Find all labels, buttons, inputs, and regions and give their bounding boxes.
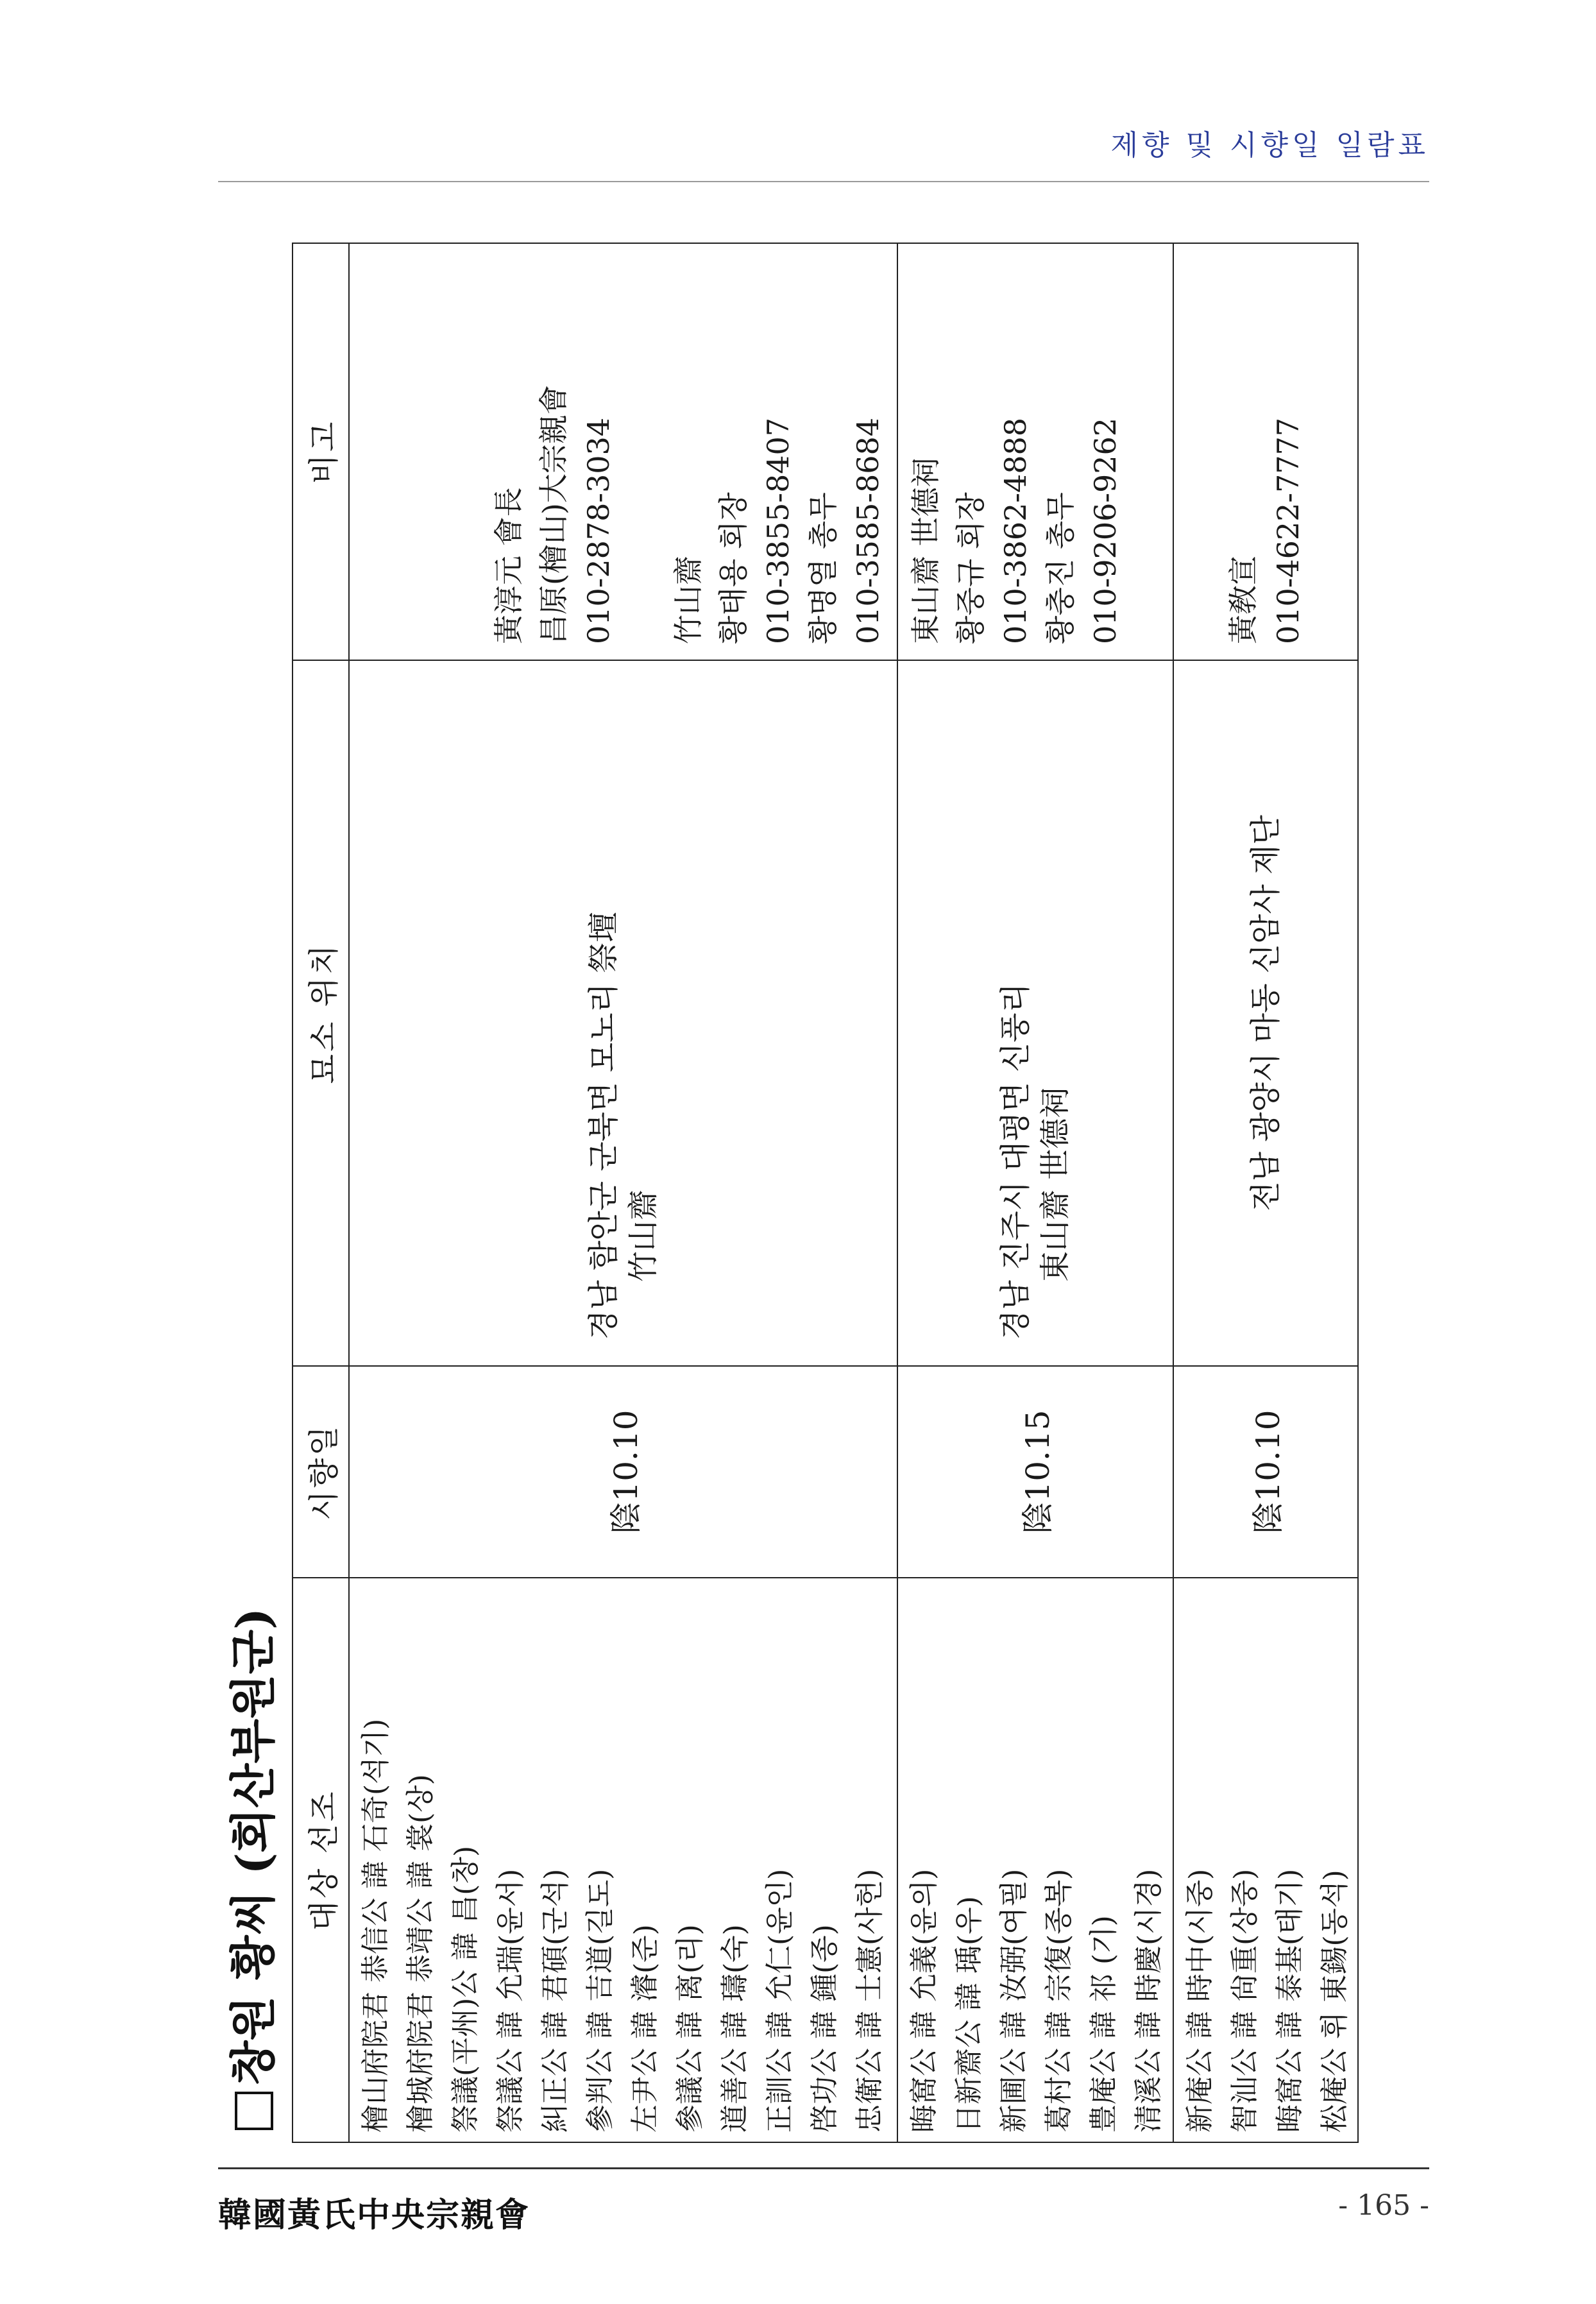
ancestor-name: 新圃公 諱 汝弼(여필) (998, 1868, 1030, 2133)
ancestor-name: 檜城府院君 恭靖公 諱 裳(상) (404, 1774, 437, 2133)
ancestor-name: 豊庵公 諱 祁 (기) (1087, 1915, 1120, 2133)
location-line: 경남 함안군 군북면 모노리 祭壇 (585, 911, 622, 1340)
note-line (621, 253, 666, 644)
table-row (1173, 243, 1358, 2142)
ancestor-name: 道善公 諱 璹(숙) (718, 1924, 751, 2133)
ancestor-name: 葛村公 諱 宗復(종복) (1042, 1868, 1075, 2133)
ancestor-name: 祭議(平州)公 諱 昌(창) (449, 1845, 482, 2133)
grave-location (349, 660, 897, 1366)
col-header-date: 시향일 (293, 1366, 349, 1578)
ancestor-name: 啓功公 諱 鍾(종) (808, 1924, 841, 2133)
ancestor-name: 糾正公 諱 君碩(군석) (539, 1868, 572, 2133)
note-line: 黃敎宣 (1226, 556, 1261, 644)
note-line: 010-4622-7777 (1271, 417, 1305, 644)
note-line: 황태용 회장 (716, 492, 751, 644)
ancestor-name: 正訓公 諱 允仁(윤인) (763, 1868, 796, 2133)
note-line: 010-9206-9262 (1088, 417, 1123, 644)
ancestor-name: 參議公 諱 离(리) (674, 1924, 706, 2133)
location-line: 전남 광양시 마동 신암사 제단 (1248, 815, 1284, 1211)
memorial-date: 陰10.10 (1173, 1366, 1358, 1578)
note-line: 황명열 총무 (806, 492, 840, 644)
note-line: 010-2878-3034 (581, 417, 616, 644)
col-header-notes: 비고 (293, 243, 349, 660)
ancestor-name: 忠衛公 諱 士憲(사헌) (853, 1868, 886, 2133)
memorial-schedule-table (292, 243, 1359, 2143)
ancestor-name: 左尹公 諱 濬(준) (629, 1924, 661, 2133)
note-line: 010-3855-8407 (761, 417, 795, 644)
table-row (349, 243, 897, 2142)
note-line: 竹山齋 (671, 556, 706, 644)
ancestor-name: 新庵公 諱 時中(시중) (1184, 1868, 1216, 2133)
ancestor-name: 晦窩公 諱 允義(윤의) (908, 1868, 940, 2133)
header-rule (218, 181, 1429, 182)
note-line: 東山齋 世德祠 (908, 457, 943, 644)
notes-cell (897, 243, 1173, 660)
note-line: 010-3585-8684 (851, 417, 885, 644)
memorial-date: 陰10.15 (897, 1366, 1173, 1578)
ancestor-name: 檜山府院君 恭信公 諱 石奇(석기) (359, 1718, 392, 2133)
running-head: 제향 및 시향일 일람표 (1110, 129, 1429, 162)
grave-location (897, 660, 1173, 1366)
page-number: - 165 - (1338, 2189, 1429, 2222)
section-title-text: 창원 황씨 (회산부원군) (226, 1607, 280, 2085)
col-header-location: 묘소 위치 (293, 660, 349, 1366)
col-header-ancestor: 대상 선조 (293, 1578, 349, 2142)
notes-cell (1173, 243, 1358, 660)
grave-location (1173, 660, 1358, 1366)
checkbox-square-icon (235, 2092, 273, 2130)
ancestor-cell (897, 1578, 1173, 2142)
ancestor-name: 清溪公 諱 時慶(시경) (1132, 1868, 1165, 2133)
note-line: 황충진 총무 (1043, 492, 1078, 644)
memorial-date: 陰10.10 (349, 1366, 897, 1578)
ancestor-name: 參判公 諱 吉道(길도) (584, 1868, 616, 2133)
note-line: 010-3862-4888 (998, 417, 1033, 644)
footer-organization: 韓國黃氏中央宗親會 (218, 2196, 531, 2235)
ancestor-name: 晦窩公 諱 泰基(태기) (1273, 1868, 1306, 2133)
table-header-row (293, 243, 349, 2142)
note-line: 황중규 회장 (953, 492, 988, 644)
rotated-content (218, 244, 1351, 2143)
location-line: 東山齋 世德祠 (1037, 1087, 1073, 1282)
ancestor-name: 日新齋公 諱 瑀(우) (953, 1896, 985, 2133)
ancestor-name: 松庵公 휘 東錫(동석) (1318, 1870, 1351, 2133)
table-row (897, 243, 1173, 2142)
notes-cell (349, 243, 897, 660)
location-line: 경남 진주시 대평면 신풍리 (998, 983, 1033, 1340)
ancestor-cell (349, 1578, 897, 2142)
note-line: 黃淳元 會長 (491, 487, 526, 644)
ancestor-name: 智汕公 諱 尙重(상중) (1228, 1868, 1261, 2133)
location-line: 竹山齋 (625, 1189, 661, 1282)
ancestor-name: 祭議公 諱 允瑞(윤서) (494, 1868, 527, 2133)
footer-rule (218, 2167, 1429, 2169)
ancestor-cell (1173, 1578, 1358, 2142)
note-line: 昌原(檜山)大宗親會 (536, 385, 571, 644)
section-title (218, 1608, 289, 2130)
